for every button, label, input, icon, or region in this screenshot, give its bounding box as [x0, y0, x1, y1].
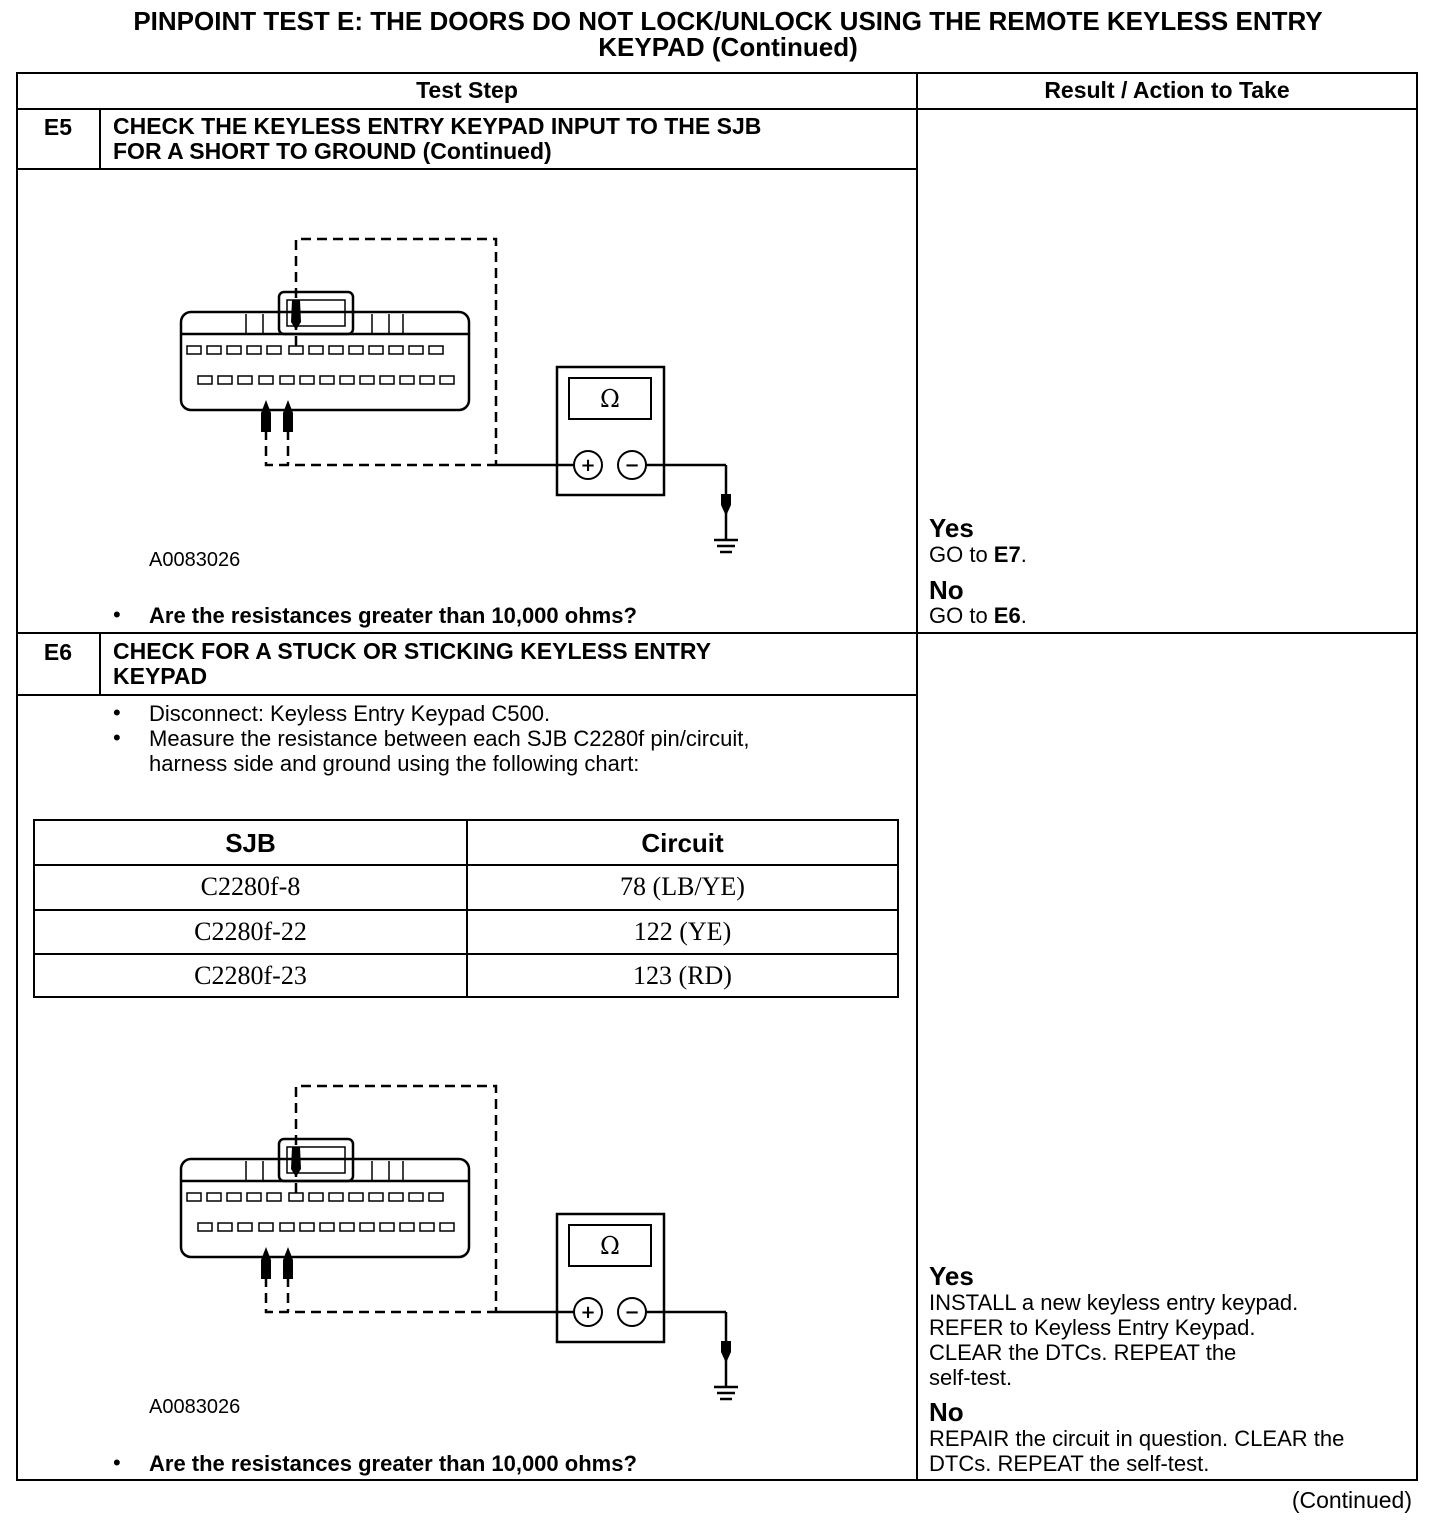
e6-title-line2: KEYPAD: [113, 663, 208, 689]
e6-figure-id: A0083026: [149, 1396, 241, 1418]
svg-text:+: +: [580, 1302, 596, 1323]
e5-no-target: E6: [993, 603, 1021, 628]
table-row-divider: [16, 632, 1418, 634]
sjb-cell: C2280f-23: [194, 961, 307, 990]
table-border-right: [1416, 72, 1418, 1481]
e6-yes-line: self-test.: [929, 1365, 1013, 1390]
e6-question: Are the resistances greater than 10,000 ohms?: [149, 1451, 637, 1476]
e6-step-title: [113, 639, 711, 689]
table-border-bottom: [16, 1479, 1418, 1481]
e5-step-title: [113, 114, 761, 164]
e6-yes-line: CLEAR the DTCs. REPEAT the: [929, 1340, 1237, 1365]
ohm-symbol: Ω: [600, 1232, 620, 1260]
e5-title-line1: CHECK THE KEYLESS ENTRY KEYPAD INPUT TO THE SJB: [113, 113, 762, 139]
e6-yes-line: REFER to Keyless Entry Keypad.: [929, 1315, 1256, 1340]
e5-wiring-diagram: [160, 225, 760, 565]
e6-step-id: E6: [43, 639, 73, 665]
e6-header-divider: [16, 694, 918, 696]
column-header-test-step: Test Step: [416, 77, 518, 103]
e5-title-line2: FOR A SHORT TO GROUND (Continued): [113, 138, 552, 164]
e6-bullet2-dot: •: [113, 725, 121, 750]
e6-no-line: DTCs. REPEAT the self-test.: [929, 1451, 1210, 1476]
table-row-line: [35, 864, 897, 866]
e5-no-action: GO to E6.: [929, 603, 1027, 628]
sjb-column-header: SJB: [225, 828, 276, 858]
e6-no-action: [929, 1426, 1344, 1476]
e6-yes-label: Yes: [929, 1261, 974, 1291]
e5-header-divider: [16, 168, 918, 170]
e6-question-bullet: •: [113, 1450, 121, 1475]
e5-yes-action: GO to E7.: [929, 542, 1027, 567]
e6-wiring-diagram: [160, 1072, 760, 1412]
circuit-cell: 78 (LB/YE): [620, 872, 745, 901]
table-column-divider: [916, 72, 918, 1481]
e6-title-line1: CHECK FOR A STUCK OR STICKING KEYLESS ENTRY: [113, 638, 712, 664]
page-title-line2: KEYPAD (Continued): [598, 32, 858, 62]
e6-bullet1-dot: •: [113, 700, 121, 725]
e5-no-prefix: GO to: [929, 603, 994, 628]
e5-id-divider: [99, 108, 101, 169]
table-row-line: [35, 909, 897, 911]
sjb-cell: C2280f-22: [194, 917, 307, 946]
e6-no-label: No: [929, 1397, 964, 1427]
e6-yes-action: [929, 1290, 1298, 1390]
e6-bullet2-line1: Measure the resistance between each SJB C2280f pin/circuit,: [149, 726, 750, 751]
e6-bullet2: [149, 726, 749, 776]
ohm-symbol: Ω: [600, 385, 620, 413]
e5-yes-prefix: GO to: [929, 542, 994, 567]
e5-yes-target: E7: [993, 542, 1021, 567]
svg-text:−: −: [624, 1302, 640, 1323]
e6-bullet1: Disconnect: Keyless Entry Keypad C500.: [149, 701, 551, 726]
circuit-cell: 123 (RD): [633, 961, 732, 990]
e5-step-id: E5: [43, 114, 73, 140]
e6-yes-line: INSTALL a new keyless entry keypad.: [929, 1290, 1299, 1315]
sjb-circuit-table: [33, 819, 899, 998]
table-row-line: [35, 953, 897, 955]
e5-question: Are the resistances greater than 10,000 ohms?: [149, 603, 637, 628]
e6-id-divider: [99, 632, 101, 695]
table-border-top: [16, 72, 1418, 74]
e6-no-line: REPAIR the circuit in question. CLEAR the: [929, 1426, 1345, 1451]
e5-no-label: No: [929, 575, 964, 605]
svg-text:+: +: [580, 455, 596, 476]
svg-text:−: −: [624, 455, 640, 476]
e5-yes-label: Yes: [929, 513, 974, 543]
page-title: [0, 8, 1456, 60]
e6-bullet2-line2: harness side and ground using the following chart:: [149, 751, 640, 776]
e5-question-bullet: •: [113, 602, 121, 627]
page-title-line1: PINPOINT TEST E: THE DOORS DO NOT LOCK/UNLOCK USING THE REMOTE KEYLESS ENTRY: [133, 6, 1323, 36]
sjb-cell: C2280f-8: [200, 872, 301, 901]
continued-footer: (Continued): [1291, 1487, 1412, 1513]
table-header-divider: [16, 108, 1418, 110]
table-border-left: [16, 72, 18, 1481]
circuit-cell: 122 (YE): [633, 917, 732, 946]
circuit-column-header: Circuit: [641, 828, 724, 858]
e5-figure-id: A0083026: [149, 549, 241, 571]
column-header-result: Result / Action to Take: [1044, 77, 1290, 103]
